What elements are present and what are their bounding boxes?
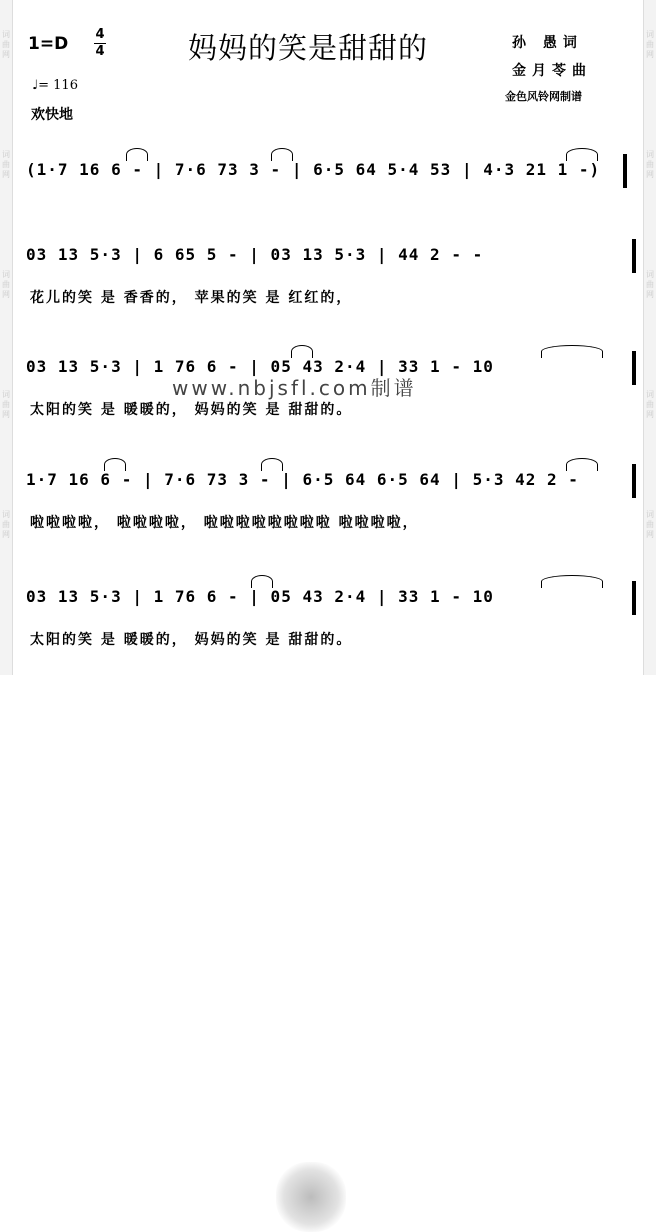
side-watermark: 词曲网 xyxy=(646,150,654,179)
score-row xyxy=(26,470,646,550)
slur xyxy=(566,148,598,161)
time-signature xyxy=(94,28,106,59)
final-barline xyxy=(632,581,636,615)
barline xyxy=(632,464,636,498)
side-watermark: 词曲网 xyxy=(2,390,10,419)
lyrics-line: 啦啦啦啦， 啦啦啦啦， 啦啦啦啦啦啦啦啦 啦啦啦啦， xyxy=(30,515,419,531)
time-signature-bottom: 4 xyxy=(95,44,105,59)
side-watermark: 词曲网 xyxy=(2,150,10,179)
notation-line: 03 13 5·3 | 1 76 6 - | 05 43 2·4 | 33 1 - 10 xyxy=(26,587,494,606)
side-watermark: 词曲网 xyxy=(2,510,10,539)
key-signature: 1=D xyxy=(28,34,69,54)
score-row xyxy=(26,245,646,325)
slur xyxy=(541,575,603,588)
slur xyxy=(541,345,603,358)
side-watermark: 词曲网 xyxy=(2,30,10,59)
lyricist-credit: 孙 愚词 xyxy=(512,35,583,51)
engraver-credit: 金色风铃网制谱 xyxy=(505,90,582,103)
barline xyxy=(623,154,627,188)
slur xyxy=(104,458,126,471)
left-watermark-strip xyxy=(0,0,13,675)
notation-line: 03 13 5·3 | 6 65 5 - | 03 13 5·3 | 44 2 - - xyxy=(26,245,484,264)
slur xyxy=(261,458,283,471)
lyrics-line: 太阳的笑 是 暖暖的， 妈妈的笑 是 甜甜的。 xyxy=(30,402,353,418)
notation-line: 03 13 5·3 | 1 76 6 - | 05 43 2·4 | 33 1 - 10 xyxy=(26,357,494,376)
barline xyxy=(632,351,636,385)
composer-credit: 金月苓曲 xyxy=(512,63,592,79)
side-watermark: 词曲网 xyxy=(646,270,654,299)
slur xyxy=(251,575,273,588)
notation-line: (1·7 16 6 - | 7·6 73 3 - | 6·5 64 5·4 53 | 4·3 21 1 -) xyxy=(26,160,601,179)
side-watermark: 词曲网 xyxy=(646,390,654,419)
paper-stain xyxy=(276,1162,346,1232)
side-watermark: 词曲网 xyxy=(2,270,10,299)
slur xyxy=(271,148,293,161)
slur xyxy=(566,458,598,471)
tempo-marking: ♩= 116 xyxy=(32,78,78,93)
side-watermark: 词曲网 xyxy=(646,30,654,59)
song-title: 妈妈的笑是甜甜的 xyxy=(188,31,429,65)
barline xyxy=(632,239,636,273)
right-watermark-strip xyxy=(643,0,656,675)
website-watermark: www.nbjsfl.com制谱 xyxy=(172,376,417,400)
slur xyxy=(126,148,148,161)
score-row xyxy=(26,160,646,240)
lyrics-line: 太阳的笑 是 暖暖的， 妈妈的笑 是 甜甜的。 xyxy=(30,632,353,648)
time-signature-top: 4 xyxy=(95,27,105,42)
notation-line: 1·7 16 6 - | 7·6 73 3 - | 6·5 64 6·5 64 | 5·3 42 2 - xyxy=(26,470,579,489)
slur xyxy=(291,345,313,358)
score-row xyxy=(26,587,646,667)
side-watermark: 词曲网 xyxy=(646,510,654,539)
expression-marking: 欢快地 xyxy=(31,107,73,123)
lyrics-line: 花儿的笑 是 香香的， 苹果的笑 是 红红的， xyxy=(30,290,353,306)
